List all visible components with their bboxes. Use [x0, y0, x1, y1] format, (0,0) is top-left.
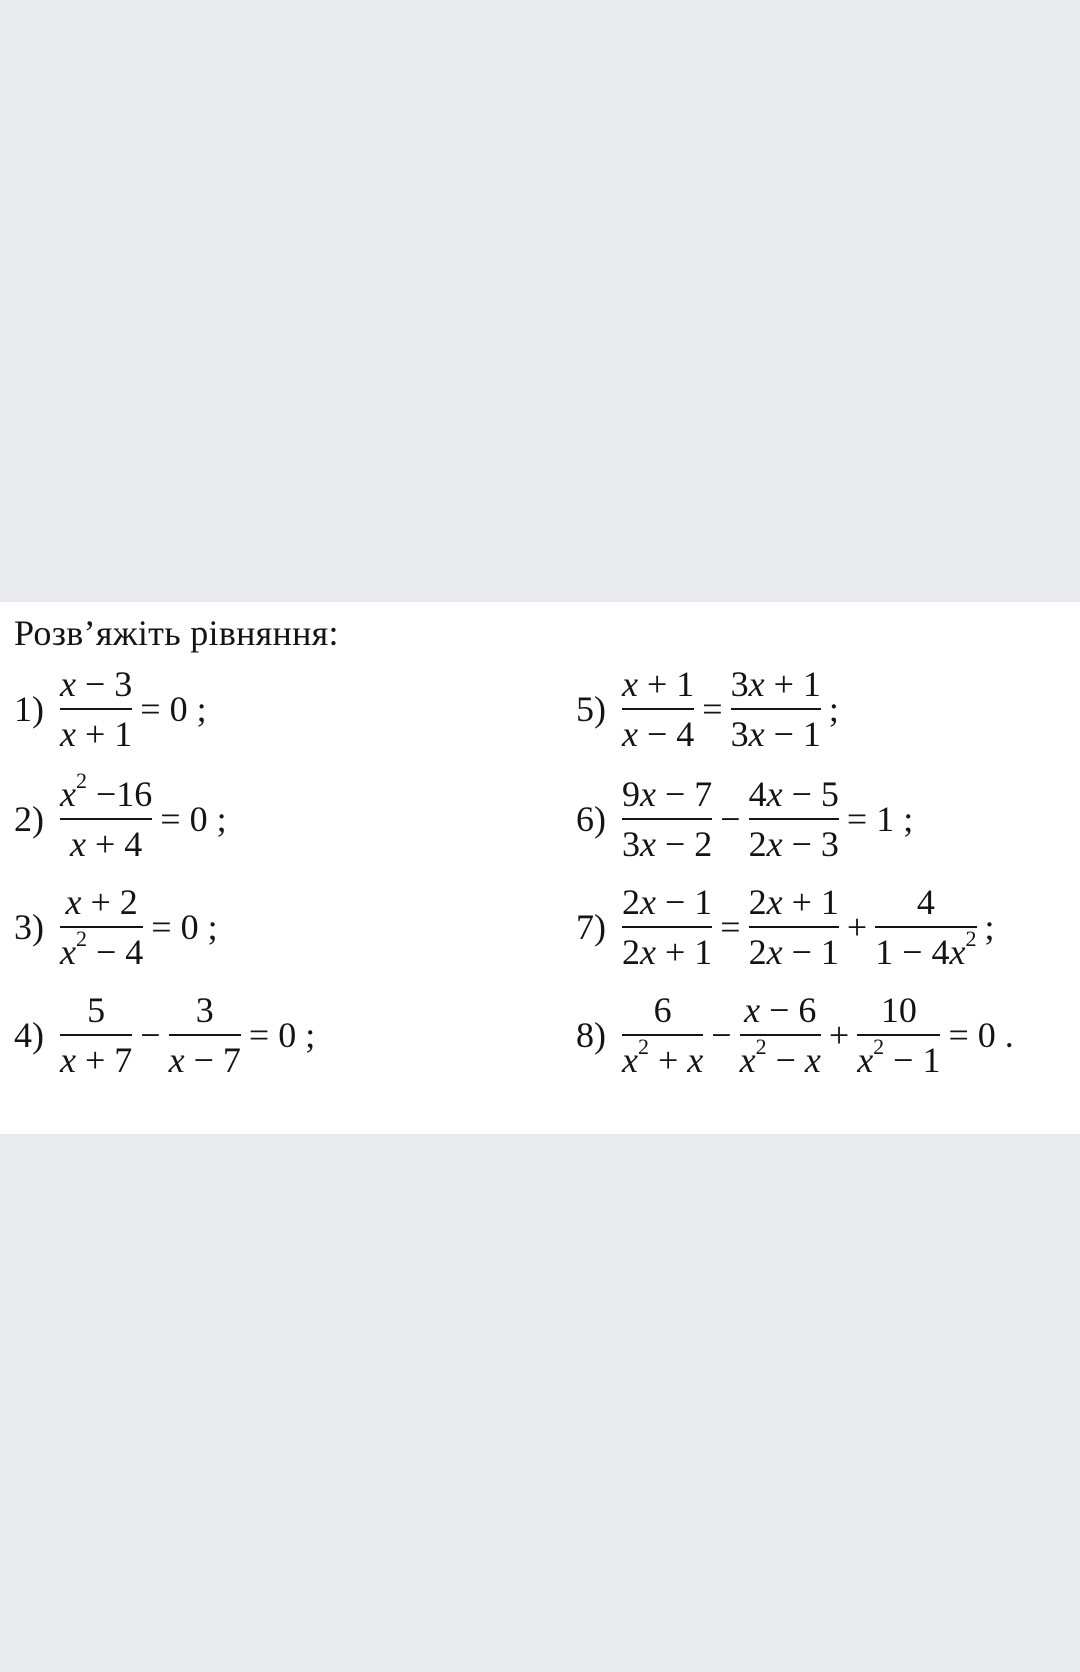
equation-number: 6) — [576, 799, 606, 839]
fraction — [54, 880, 149, 974]
equation-6 — [576, 772, 913, 866]
fraction-bar — [169, 1034, 241, 1036]
equation-number: 3) — [14, 907, 44, 947]
fraction-bar — [60, 1034, 132, 1036]
equation-rhs: = 0 ; — [140, 689, 207, 729]
denominator: 2x + 1 — [622, 932, 713, 972]
fraction — [869, 880, 982, 974]
fraction-bar — [622, 926, 712, 928]
denominator: $x^2 - 4$ — [60, 926, 144, 972]
equation-1 — [14, 662, 207, 756]
operator: − — [711, 1015, 732, 1055]
numerator: 9x − 7 — [622, 774, 713, 814]
fraction-bar — [749, 926, 839, 928]
denominator: 3x − 2 — [622, 824, 713, 864]
numerator: 4 — [916, 882, 935, 922]
fraction — [54, 988, 138, 1082]
numerator: x − 3 — [60, 664, 133, 704]
page-title: Розв’яжіть рівняння: — [14, 613, 339, 653]
denominator: x + 1 — [60, 714, 133, 754]
equation-rhs: = 0 ; — [248, 1015, 316, 1055]
numerator: x − 6 — [744, 990, 817, 1030]
numerator: 3 — [195, 990, 214, 1030]
equation-number: 2) — [14, 799, 44, 839]
fraction-bar — [60, 708, 132, 710]
operator: = — [720, 907, 741, 947]
operator: − — [720, 799, 741, 839]
fraction — [54, 768, 158, 866]
equation-number: 5) — [576, 689, 606, 729]
equation-rhs: = 1 ; — [846, 799, 914, 839]
equation-number: 4) — [14, 1015, 44, 1055]
denominator: $x^2 - x$ — [739, 1034, 821, 1080]
fraction-bar — [622, 818, 712, 820]
fraction — [743, 772, 845, 866]
denominator: 2x − 1 — [748, 932, 839, 972]
numerator: 6 — [653, 990, 672, 1030]
fraction-bar — [749, 818, 839, 820]
denominator: $x^2 - 1$ — [857, 1034, 941, 1080]
fraction — [616, 772, 718, 866]
operator: − — [140, 1015, 161, 1055]
denominator: 2x − 3 — [748, 824, 839, 864]
equation-rhs: = 0 ; — [160, 799, 227, 839]
numerator: 2x + 1 — [748, 882, 839, 922]
equation-number: 7) — [576, 907, 606, 947]
fraction — [734, 988, 827, 1082]
denominator: x + 4 — [70, 824, 143, 864]
equation-8 — [576, 988, 1014, 1082]
fraction — [54, 662, 138, 756]
fraction — [163, 988, 247, 1082]
denominator: x − 4 — [622, 714, 695, 754]
fraction — [743, 880, 845, 974]
fraction — [725, 662, 827, 756]
numerator: x + 2 — [65, 882, 138, 922]
numerator: 2x − 1 — [622, 882, 713, 922]
fraction-bar — [622, 708, 694, 710]
equation-rhs: ; — [984, 907, 995, 947]
denominator: x + 7 — [60, 1040, 133, 1080]
numerator: 4x − 5 — [748, 774, 839, 814]
fraction-bar — [60, 926, 143, 928]
equation-4 — [14, 988, 315, 1082]
operator: + — [828, 1015, 850, 1055]
fraction — [616, 880, 718, 974]
equation-number: 1) — [14, 689, 44, 729]
fraction-bar — [857, 1034, 940, 1036]
equation-number: 8) — [576, 1015, 606, 1055]
equation-5 — [576, 662, 839, 756]
operator: = — [702, 689, 723, 729]
numerator: 5 — [87, 990, 106, 1030]
fraction-bar — [622, 1034, 703, 1036]
numerator: x + 1 — [622, 664, 695, 704]
worksheet — [0, 602, 1080, 1134]
numerator: 3x + 1 — [730, 664, 821, 704]
equation-7 — [576, 880, 995, 974]
fraction — [616, 662, 700, 756]
equation-2 — [14, 768, 227, 866]
fraction-bar — [875, 926, 976, 928]
numerator: $x^2 -16$ — [60, 768, 153, 814]
operator: + — [846, 907, 868, 947]
equation-rhs: ; — [828, 689, 839, 729]
denominator: 3x − 1 — [730, 714, 821, 754]
fraction — [851, 988, 946, 1082]
fraction — [616, 988, 709, 1082]
equation-3 — [14, 880, 218, 974]
denominator: $x^2 + x$ — [622, 1034, 704, 1080]
numerator: 10 — [880, 990, 917, 1030]
denominator: x − 7 — [168, 1040, 241, 1080]
denominator: $1 - 4x^2$ — [875, 926, 977, 972]
fraction-bar — [731, 708, 821, 710]
equation-rhs: = 0 . — [948, 1015, 1014, 1055]
fraction-bar — [740, 1034, 821, 1036]
equation-rhs: = 0 ; — [151, 907, 218, 947]
fraction-bar — [60, 818, 152, 820]
